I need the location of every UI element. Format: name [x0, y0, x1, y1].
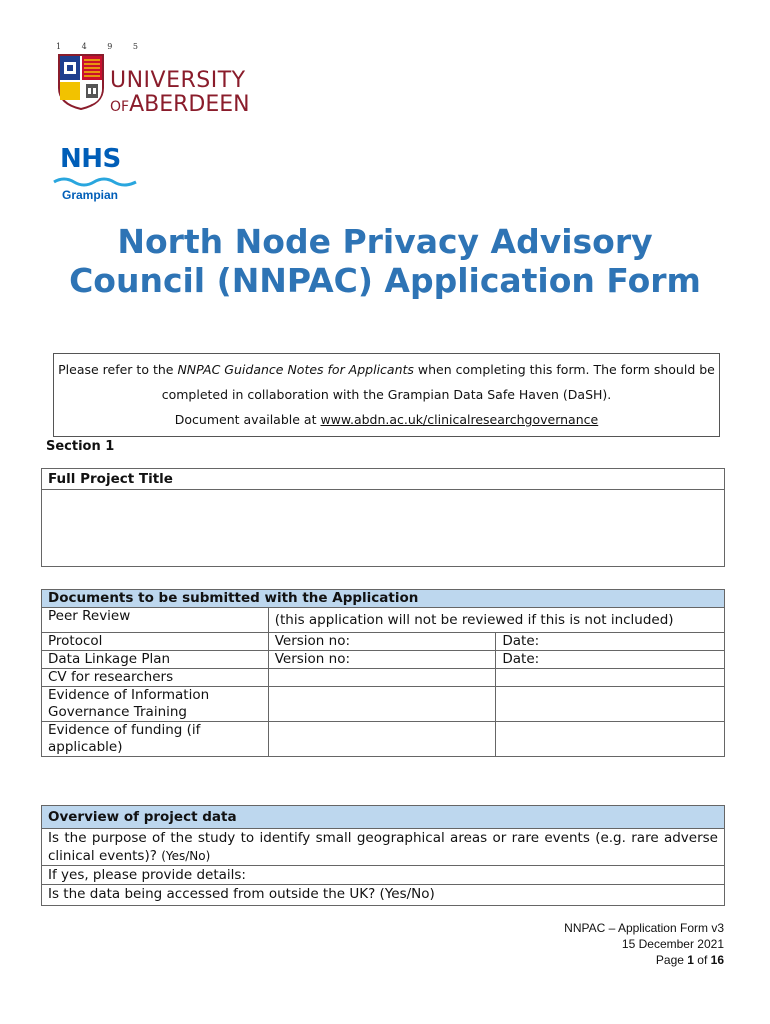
university-of-aberdeen-logo	[56, 42, 256, 118]
funding-label: Evidence of funding (if applicable)	[42, 722, 269, 757]
page-total: 16	[710, 953, 724, 967]
university-wordmark-line2	[110, 94, 250, 116]
overview-table	[41, 805, 725, 906]
documents-table	[41, 589, 725, 757]
documents-header: Documents to be submitted with the Application	[42, 590, 725, 608]
table-row	[42, 633, 725, 651]
page-current: 1	[687, 953, 694, 967]
nhs-grampian-logo	[52, 144, 142, 206]
university-wordmark-line1: UNIVERSITY	[110, 68, 246, 93]
page-title: North Node Privacy Advisory Council (NNPAC) Application Form	[69, 222, 701, 300]
table-row	[42, 669, 725, 687]
table-row	[42, 651, 725, 669]
university-wordmark-of: OF	[110, 99, 130, 115]
table-row	[42, 829, 725, 866]
footer-page-number	[564, 952, 724, 968]
project-title-header: Full Project Title	[42, 469, 725, 490]
data-linkage-date-field[interactable]: Date:	[496, 651, 725, 669]
governance-link[interactable]: www.abdn.ac.uk/clinicalresearchgovernance	[320, 412, 599, 427]
nhs-wave-icon	[52, 174, 140, 188]
funding-field-b[interactable]	[496, 722, 725, 757]
project-title-table	[41, 468, 725, 567]
page-footer	[564, 920, 724, 968]
notice-prefix: Please refer to the	[58, 362, 178, 377]
ig-training-field-a[interactable]	[268, 687, 496, 722]
overview-header: Overview of project data	[42, 806, 725, 829]
footer-date: 15 December 2021	[621, 937, 724, 951]
notice-document-prefix: Document available at	[174, 412, 321, 427]
outside-uk-question[interactable]: Is the data being accessed from outside the UK? (Yes/No)	[42, 885, 725, 906]
small-areas-question[interactable]	[42, 829, 725, 866]
guidance-notice-box	[53, 353, 720, 437]
notice-body: when completing this form. The form should be completed in collaboration with the Grampian Data Safe Haven (DaSH).	[161, 362, 715, 402]
page-of: of	[693, 953, 711, 967]
crest-years: 1 4 9 5	[56, 42, 147, 51]
ig-training-field-b[interactable]	[496, 687, 725, 722]
nhs-wordmark: NHS	[60, 144, 121, 174]
nhs-region-label: Grampian	[62, 188, 119, 202]
small-areas-question-text: Is the purpose of the study to identify small geographical areas or rare events (e.g. rare adverse clinical events)?	[48, 830, 718, 864]
protocol-date-field[interactable]: Date:	[496, 633, 725, 651]
protocol-version-field[interactable]: Version no:	[268, 633, 496, 651]
funding-field-a[interactable]	[268, 722, 496, 757]
peer-review-note: (this application will not be reviewed if this is not included)	[268, 608, 724, 633]
details-question[interactable]: If yes, please provide details:	[42, 866, 725, 885]
university-wordmark-aberdeen: ABERDEEN	[129, 92, 250, 117]
data-linkage-version-field[interactable]: Version no:	[268, 651, 496, 669]
table-row	[42, 722, 725, 757]
peer-review-label: Peer Review	[42, 608, 269, 633]
cv-field-a[interactable]	[268, 669, 496, 687]
footer-form-version: NNPAC – Application Form v3	[564, 921, 724, 935]
protocol-label: Protocol	[42, 633, 269, 651]
table-row	[42, 885, 725, 906]
cv-field-b[interactable]	[496, 669, 725, 687]
section-label: Section 1	[46, 439, 115, 454]
table-row	[42, 608, 725, 633]
university-crest-icon	[58, 54, 104, 110]
university-wordmark	[110, 70, 250, 116]
small-areas-yesno: (Yes/No)	[161, 849, 211, 863]
cv-label: CV for researchers	[42, 669, 269, 687]
table-row	[42, 687, 725, 722]
guidance-notes-title: NNPAC Guidance Notes for Applicants	[177, 362, 414, 377]
project-title-field[interactable]	[42, 490, 725, 567]
ig-training-label: Evidence of Information Governance Training	[42, 687, 269, 722]
page-prefix: Page	[655, 953, 688, 967]
data-linkage-label: Data Linkage Plan	[42, 651, 269, 669]
table-row	[42, 866, 725, 885]
